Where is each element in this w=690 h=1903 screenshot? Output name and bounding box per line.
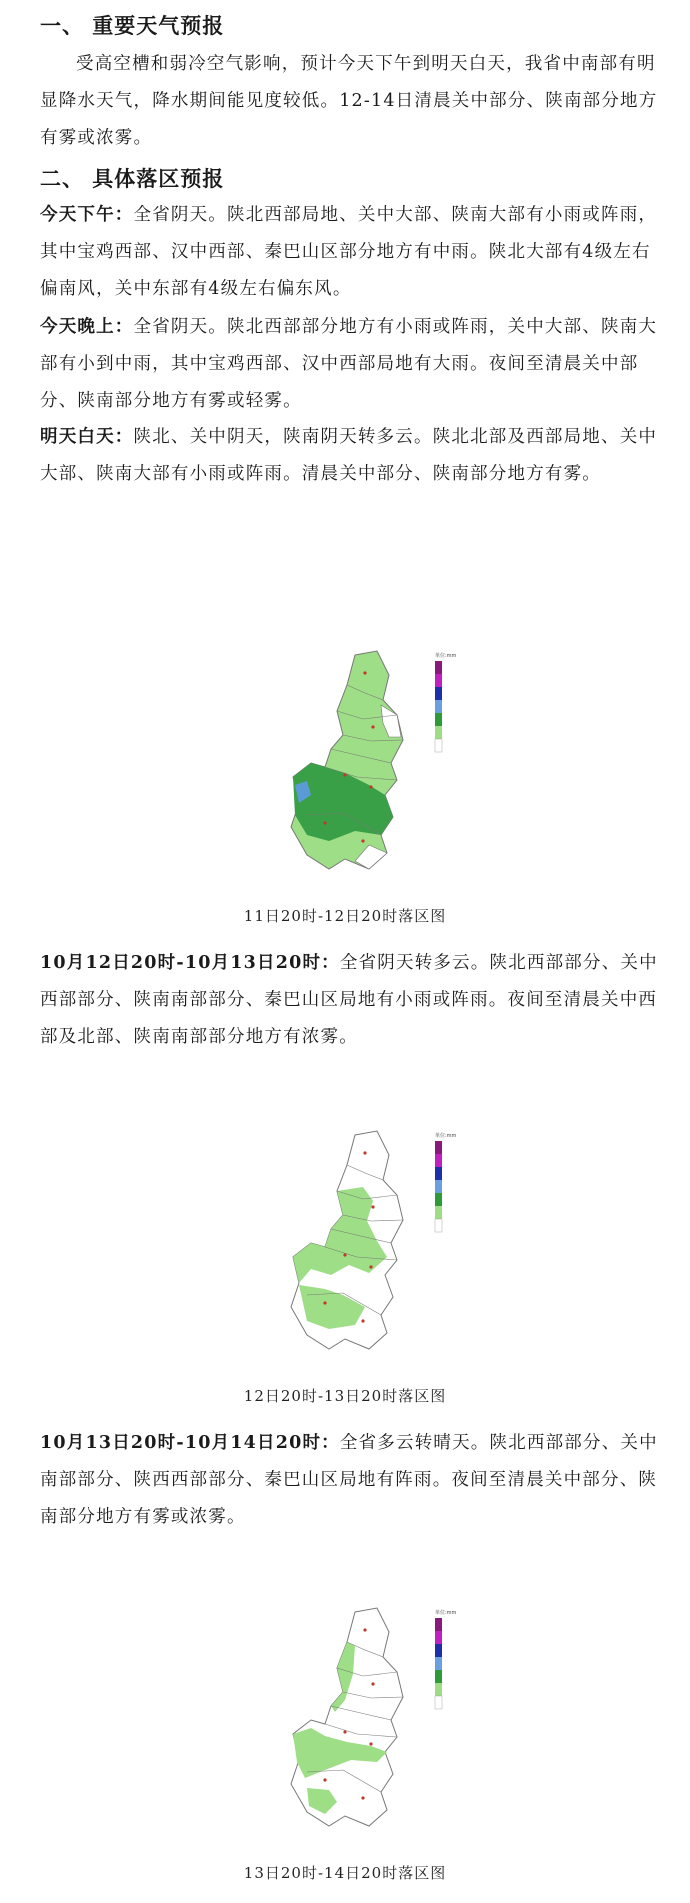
map-caption-3: 13日20时-14日20时落区图	[243, 1864, 447, 1882]
forecast-label: 10月13日20时-10月14日20时：	[40, 1433, 340, 1453]
rain-area-map-2	[285, 1125, 475, 1355]
period-text: 全省阴天。陕北西部部分地方有小雨或阵雨，关中大部、陕南大部有小到中雨，其中宝鸡西部、汉中西部局地有大雨。夜间至清晨关中部分、陕南部分地方有雾或轻雾。	[40, 317, 658, 411]
svg-text:单位:mm: 单位:mm	[435, 1133, 457, 1139]
important-weather-text: 受高空槽和弱冷空气影响，预计今天下午到明天白天，我省中南部有明显降水天气，降水期间能见度较低。12-14日清晨关中部分、陕南部分地方有雾或浓雾。	[40, 54, 658, 148]
period-text: 全省阴天。陕北西部局地、关中大部、陕南大部有小雨或阵雨，其中宝鸡西部、汉中西部、秦巴山区部分地方有中雨。陕北大部有4级左右偏南风，关中东部有4级左右偏东风。	[40, 205, 658, 299]
section-heading-important-weather: 一、 重要天气预报	[40, 14, 225, 38]
svg-text:单位:mm: 单位:mm	[435, 1610, 457, 1616]
period-tonight	[40, 309, 660, 420]
rain-area-map-1	[285, 645, 475, 875]
legend	[435, 652, 457, 752]
svg-text:单位:mm: 单位:mm	[435, 653, 457, 659]
forecast-text: 全省阴天转多云。陕北西部部分、关中西部部分、陕南南部部分、秦巴山区局地有小雨或阵雨。夜间至清晨关中西部及北部、陕南南部部分地方有浓雾。	[40, 953, 658, 1047]
province-shape	[291, 651, 403, 869]
period-this-afternoon	[40, 197, 660, 308]
forecast-text: 全省多云转晴天。陕北西部部分、关中南部部分、陕西西部部分、秦巴山区局地有阵雨。夜间至清晨关中部分、陕南部分地方有雾或浓雾。	[40, 1433, 658, 1527]
period-label: 今天晚上：	[40, 317, 134, 337]
map-caption-1: 11日20时-12日20时落区图	[243, 907, 447, 925]
period-tomorrow-day	[40, 419, 660, 493]
section-heading-area-forecast: 二、 具体落区预报	[40, 167, 225, 191]
forecast-label: 10月12日20时-10月13日20时：	[40, 953, 340, 973]
rain-area-map-3	[285, 1602, 475, 1832]
forecast-13-14	[40, 1425, 660, 1536]
legend	[435, 1132, 457, 1232]
period-text: 陕北、关中阴天，陕南阴天转多云。陕北北部及西部局地、关中大部、陕南大部有小雨或阵雨。清晨关中部分、陕南部分地方有雾。	[40, 427, 658, 484]
legend	[435, 1609, 457, 1709]
forecast-12-13	[40, 945, 660, 1056]
period-label: 明天白天：	[40, 427, 134, 447]
map-caption-2: 12日20时-13日20时落区图	[243, 1387, 447, 1405]
period-label: 今天下午：	[40, 205, 134, 225]
